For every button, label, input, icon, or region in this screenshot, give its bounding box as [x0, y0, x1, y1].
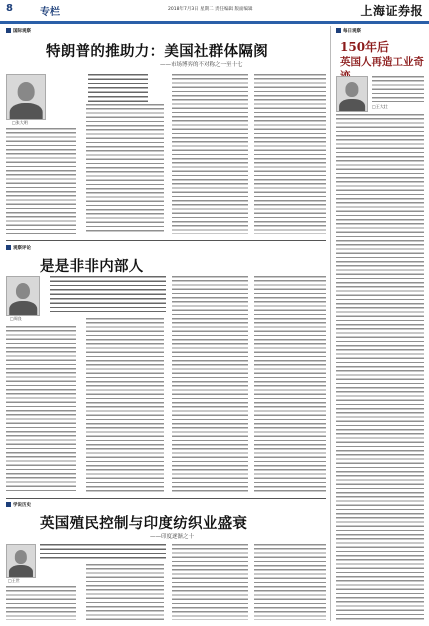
section-name: 专栏 [40, 7, 60, 18]
article-3-col-3 [172, 544, 248, 620]
article-1-lead [88, 74, 148, 102]
author-photo [6, 544, 36, 578]
date-line: 2018年7月3日 星期二 责任编辑 版面编辑 [168, 7, 253, 12]
author-photo [336, 76, 368, 112]
article-1-col-4 [254, 74, 326, 234]
sidebar-lead [372, 76, 424, 102]
article-1-subhead: ——市场博弈的不对称之一至十七 [160, 62, 243, 68]
article-3-lead [40, 544, 166, 560]
article-1-tag: 国际观察 [6, 28, 31, 34]
newspaper-logo: 上海证券报 [360, 4, 423, 18]
article-1-col-3 [172, 74, 248, 234]
sidebar-headline-line-1: 150年后 [340, 40, 390, 54]
article-3-tag: 学说历史 [6, 502, 31, 508]
article-3-byline: □王世 [8, 578, 20, 583]
author-photo [6, 74, 46, 120]
article-2-headline: 是是非非内部人 [40, 258, 144, 275]
article-3-col-2 [86, 564, 164, 620]
author-photo [6, 276, 40, 316]
article-3-col-1 [6, 586, 76, 620]
article-2-col-3 [172, 276, 248, 492]
sidebar-byline: □王大壮 [372, 104, 388, 109]
article-2-tag: 观察评论 [6, 245, 31, 251]
article-2-col-2 [86, 318, 164, 492]
article-1-col-2 [86, 104, 164, 234]
page-number: 8 [6, 3, 13, 14]
sidebar-headline-line-2: 英国人再造工业奇 [340, 56, 424, 68]
article-2-col-4 [254, 276, 326, 492]
sidebar-divider [330, 26, 331, 621]
article-3-col-4 [254, 544, 326, 620]
article-2-col-1 [6, 326, 76, 492]
sidebar-body [336, 114, 424, 620]
article-3-headline: 英国殖民控制与印度纺织业盛衰 [40, 515, 248, 532]
article-1-headline: 特朗普的推助力：美国社群体隔阂 [46, 43, 268, 60]
article-3-subhead: ——印度逐渐之十 [150, 534, 195, 540]
article-1-col-1 [6, 128, 76, 234]
sidebar-tag: 每日观察 [336, 28, 361, 34]
article-2-byline: □周良 [10, 316, 22, 321]
section-rule-1 [6, 240, 326, 241]
section-rule-2 [6, 498, 326, 499]
article-1-byline: □张大明 [12, 120, 28, 125]
article-2-lead [50, 276, 166, 312]
